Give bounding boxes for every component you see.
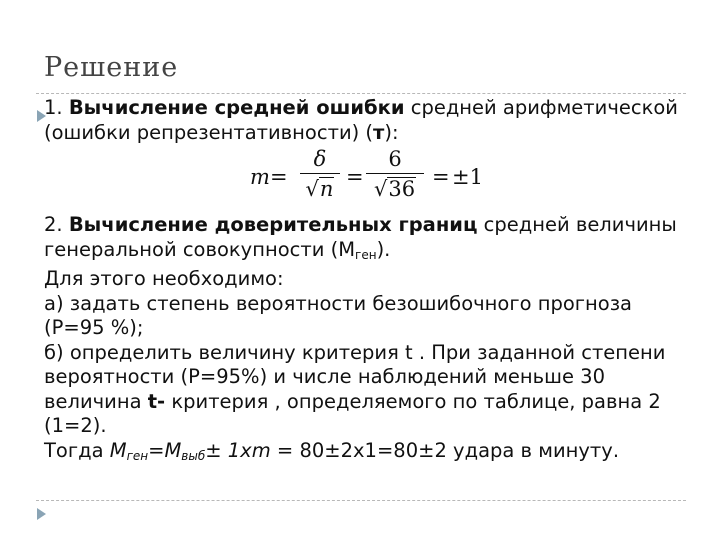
text: = 80±2х1=80±2 удара в минуту. (270, 438, 620, 462)
symbol: М (109, 438, 127, 462)
subscript: выб (181, 448, 206, 463)
heading-rest: средней величины (483, 213, 677, 236)
fraction-2 (366, 147, 424, 202)
step-b-line-3 (44, 390, 684, 415)
text: критерия , определяемого по таблице, равна 2 (171, 389, 661, 413)
text: (ошибки репрезентативности) ( (44, 120, 374, 144)
step-b-line-1: б) определить величину критерия t . При заданной степени (44, 340, 666, 364)
paragraph-1-line-2 (44, 121, 684, 146)
bottom-divider (36, 500, 686, 501)
item-number: 1. (44, 96, 63, 119)
step-b-line-2: вероятности (Р=95%) и числе наблюдений меньше 30 (44, 365, 605, 388)
bold-symbol: т (373, 120, 385, 144)
fraction-1 (300, 147, 340, 202)
item-number: 2. (44, 213, 63, 236)
formula-eq-2: = (346, 165, 364, 189)
formula-result: ±1 (452, 165, 483, 189)
fraction-1-numerator: δ (313, 147, 327, 171)
step-a-line-1: а) задать степень вероятности безошибочного прогноза (44, 291, 633, 315)
radicand: 36 (388, 177, 416, 201)
final-result-line (44, 439, 684, 469)
paragraph-2-line-2 (44, 238, 684, 268)
symbol: =М (148, 438, 182, 462)
fraction-1-denominator (300, 176, 340, 202)
slide-content (44, 96, 684, 468)
paragraph-2-line-3: Для этого необходимо: (44, 267, 284, 290)
text: ). (376, 237, 391, 261)
subscript: ген (126, 448, 149, 463)
formula-lhs: m (250, 165, 270, 189)
sqrt-icon: √ (373, 177, 388, 201)
fraction-bar (366, 173, 424, 174)
text: ): (384, 120, 399, 144)
paragraph-2-line-1 (44, 213, 684, 238)
text: Тогда (44, 438, 104, 462)
step-b-line-4: (1=2). (44, 414, 107, 437)
error-formula (44, 147, 684, 207)
slide-title: Решение (44, 52, 179, 83)
heading-rest: средней арифметической (410, 96, 678, 119)
text: генеральной совокупности (М (44, 237, 356, 261)
formula-eq-1: = (270, 165, 288, 189)
fraction-bar (300, 173, 340, 174)
paragraph-1-line-1 (44, 96, 684, 121)
bold-heading: Вычисление средней ошибки (68, 96, 405, 119)
fraction-2-denominator (366, 176, 424, 202)
subscript: ген (355, 247, 377, 262)
bold-heading: Вычисление доверительных границ (68, 213, 478, 236)
top-divider (36, 93, 686, 94)
bold-symbol: t- (147, 389, 166, 413)
fraction-2-numerator: 6 (388, 147, 402, 171)
sqrt-icon: √ (305, 177, 319, 201)
bullet-arrow-icon (37, 508, 46, 520)
radicand: n (319, 177, 334, 201)
symbol: ± 1хm (205, 438, 271, 462)
step-a-line-2: (Р=95 %); (44, 316, 144, 339)
text: величина (44, 389, 142, 413)
formula-eq-3: = (432, 165, 450, 189)
